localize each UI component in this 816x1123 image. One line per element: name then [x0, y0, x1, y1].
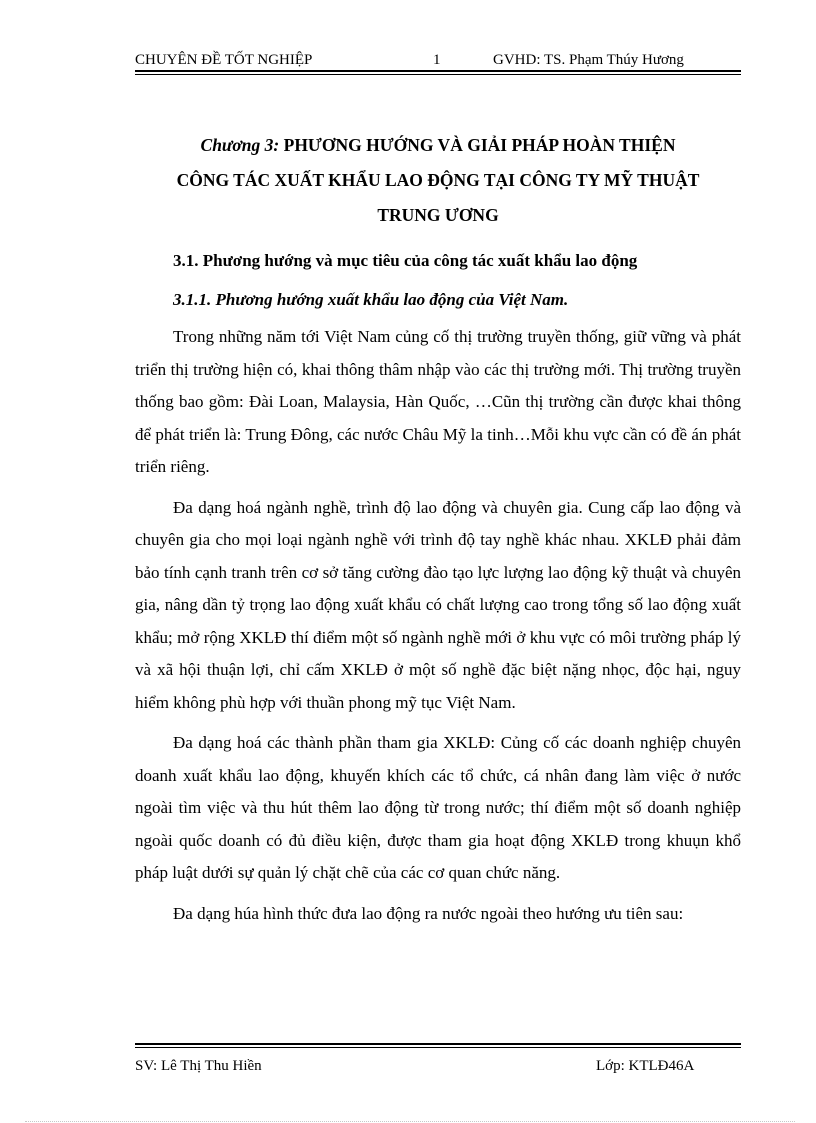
body-paragraph-4: Đa dạng húa hình thức đưa lao động ra nước ngoài theo hướng ưu tiên sau:: [173, 903, 684, 923]
chapter-title-line3: TRUNG ƯƠNG: [377, 205, 499, 225]
page-header: [135, 48, 741, 72]
header-rule-thick: [135, 70, 741, 72]
chapter-title-line2: CÔNG TÁC XUẤT KHẨU LAO ĐỘNG TẠI CÔNG TY MỸ THUẬT: [176, 170, 700, 190]
body-paragraph-1: Trong những năm tới Việt Nam củng cố thị trường truyền thống, giữ vững và phát triển thị trường hiện có, khai thông thâm nhập vào các thị trường mới. Thị trường truyền thống bao gồm: Đài Loan, Malaysia, Hàn Quốc, …Cũn thị trường cần được khai thông để phát triển là: Trung Đông, các nước Châu Mỹ la tinh…Mỗi khu vực cần có đề án phát triển riêng.: [135, 327, 741, 476]
chapter-label: Chương 3:: [200, 135, 280, 155]
chapter-title-line1: PHƯƠNG HƯỚNG VÀ GIẢI PHÁP HOÀN THIỆN: [283, 135, 676, 155]
page-bottom-dotted-line: [25, 1121, 795, 1122]
section-heading: 3.1. Phương hướng và mục tiêu của công tác xuất khẩu lao động: [173, 251, 638, 270]
page-body: [135, 128, 741, 930]
subsection-heading: 3.1.1. Phương hướng xuất khẩu lao động của Việt Nam.: [173, 290, 569, 309]
body-paragraph-3: Đa dạng hoá các thành phần tham gia XKLĐ: Củng cố các doanh nghiệp chuyên doanh xuất khẩu lao động, khuyến khích các tổ chức, cá nhân đang làm việc ở nước ngoài tìm việc và thu hút thêm lao động từ trong nước; thí điểm một số doanh nghiệp ngoài quốc doanh có đủ điều kiện, được tham gia hoạt động XKLĐ trong khuụn khổ pháp luật dưới sự quản lý chặt chẽ của các cơ quan chức năng.: [135, 733, 741, 882]
header-page-number: 1: [433, 52, 441, 68]
footer-student: SV: Lê Thị Thu Hiền: [135, 1058, 262, 1074]
body-paragraph-2: Đa dạng hoá ngành nghề, trình độ lao động và chuyên gia. Cung cấp lao động và chuyên gia cho mọi loại ngành nghề với trình độ tay nghề khác nhau. XKLĐ phải đảm bảo tính cạnh tranh trên cơ sở tăng cường đào tạo lực lượng lao động kỹ thuật và chuyên gia, nâng dần tỷ trọng lao động xuất khẩu có chất lượng cao trong tổng số lao động xuất khẩu; mở rộng XKLĐ thí điểm một số ngành nghề mới ở khu vực có môi trường pháp lý và xã hội thuận lợi, chỉ cấm XKLĐ ở một số nghề đặc biệt nặng nhọc, độc hại, nguy hiểm không phù hợp với thuần phong mỹ tục Việt Nam.: [135, 497, 741, 712]
footer-rule-thick: [135, 1043, 741, 1045]
chapter-heading: [135, 128, 741, 233]
header-course-title: CHUYÊN ĐỀ TỐT NGHIỆP: [135, 52, 313, 68]
page-footer: [135, 1056, 741, 1078]
footer-class: Lớp: KTLĐ46A: [596, 1058, 695, 1074]
header-rule-thin: [135, 74, 741, 75]
header-advisor: GVHD: TS. Phạm Thúy Hương: [493, 52, 684, 68]
footer-rule-thin: [135, 1047, 741, 1048]
